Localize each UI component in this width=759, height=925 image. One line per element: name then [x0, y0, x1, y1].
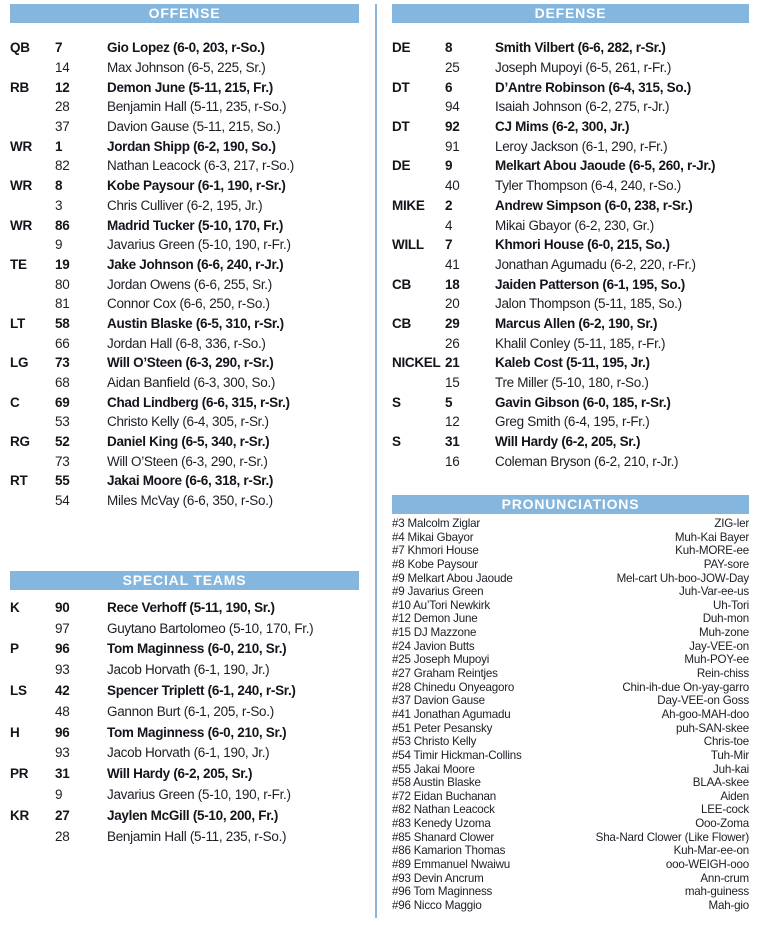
player-name: D’Antre Robinson (6-4, 315, So.)	[495, 79, 691, 95]
jersey-number: 66	[55, 335, 70, 351]
roster-row	[392, 373, 752, 393]
roster-row	[392, 353, 752, 373]
pronunciation-player: #3 Malcolm Ziglar	[392, 517, 481, 530]
jersey-number: 94	[445, 99, 460, 115]
pronunciation-player: #53 Christo Kelly	[392, 735, 477, 749]
roster-row	[392, 235, 752, 255]
jersey-number: 52	[55, 434, 70, 450]
position-label: TE	[10, 256, 27, 272]
player-name: Marcus Allen (6-2, 190, Sr.)	[495, 315, 658, 331]
pronunciation-player: #25 Joseph Mupoyi	[392, 653, 490, 667]
defense-section-header: DEFENSE	[392, 4, 749, 23]
pronunciation-text: Ooo-Zoma	[695, 817, 749, 831]
position-label: RT	[10, 473, 28, 489]
jersey-number: 80	[55, 276, 70, 292]
pronunciation-text: PAY-sore	[703, 557, 749, 571]
position-label: RG	[10, 434, 30, 450]
column-divider-line	[375, 4, 377, 918]
pronunciation-player: #89 Emmanuel Nwaiwu	[392, 858, 510, 872]
jersey-number: 96	[55, 641, 70, 657]
player-name: Chad Lindberg (6-6, 315, r-Sr.)	[107, 394, 290, 410]
pronunciation-row	[392, 803, 749, 817]
pronunciation-text: Uh-Tori	[713, 598, 749, 612]
roster-row	[10, 471, 362, 491]
jersey-number: 40	[445, 178, 460, 194]
roster-row	[10, 58, 362, 78]
player-name: Demon June (5-11, 215, Fr.)	[107, 79, 273, 95]
jersey-number: 69	[55, 394, 70, 410]
roster-row	[392, 274, 752, 294]
pronunciation-player: #58 Austin Blaske	[392, 776, 481, 790]
roster-row	[392, 412, 752, 432]
roster-row	[10, 215, 362, 235]
position-label: P	[10, 641, 19, 657]
jersey-number: 41	[445, 256, 460, 272]
jersey-number: 18	[445, 276, 460, 292]
pronunciation-text: Jay-VEE-on	[689, 639, 749, 653]
roster-row	[10, 38, 362, 58]
pronunciation-text: ooo-WEIGH-ooo	[665, 858, 749, 872]
pronunciation-player: #10 Au’Tori Newkirk	[392, 598, 491, 612]
player-name: Jalon Thompson (5-11, 185, So.)	[495, 296, 682, 312]
pronunciation-row	[392, 735, 749, 749]
jersey-number: 27	[55, 807, 70, 823]
roster-row	[392, 215, 752, 235]
player-name: Leroy Jackson (6-1, 290, r-Fr.)	[495, 138, 668, 154]
jersey-number: 55	[55, 473, 70, 489]
position-label: K	[10, 599, 20, 615]
position-label: WILL	[392, 237, 424, 253]
jersey-number: 73	[55, 355, 70, 371]
jersey-number: 26	[445, 335, 460, 351]
position-label: DT	[392, 119, 410, 135]
position-label: DE	[392, 158, 411, 174]
roster-row	[10, 274, 362, 294]
roster-row	[392, 136, 752, 156]
jersey-number: 4	[445, 217, 453, 233]
roster-row	[392, 117, 752, 137]
roster-row	[392, 294, 752, 314]
jersey-number: 82	[55, 158, 70, 174]
roster-row	[10, 805, 362, 826]
pronunciation-row	[392, 872, 749, 886]
roster-row	[392, 58, 752, 78]
jersey-number: 5	[445, 394, 453, 410]
pronunciation-player: #96 Tom Maginness	[392, 885, 493, 899]
pronunciation-row	[392, 722, 749, 736]
position-label: H	[10, 724, 20, 740]
pronunciation-row	[392, 790, 749, 804]
jersey-number: 14	[55, 60, 70, 76]
player-name: Connor Cox (6-6, 250, r-So.)	[107, 296, 270, 312]
pronunciation-player: #55 Jakai Moore	[392, 762, 475, 776]
position-label: LS	[10, 683, 27, 699]
jersey-number: 42	[55, 683, 70, 699]
player-name: Jacob Horvath (6-1, 190, Jr.)	[107, 745, 270, 761]
jersey-number: 93	[55, 745, 70, 761]
jersey-number: 29	[445, 315, 460, 331]
jersey-number: 53	[55, 414, 70, 430]
player-name: Benjamin Hall (5-11, 235, r-So.)	[107, 99, 287, 115]
pronunciation-row	[392, 858, 749, 872]
player-name: CJ Mims (6-2, 300, Jr.)	[495, 119, 630, 135]
roster-row	[10, 314, 362, 334]
pronunciation-row	[392, 585, 749, 599]
jersey-number: 28	[55, 99, 70, 115]
player-name: Miles McVay (6-6, 350, r-So.)	[107, 493, 273, 509]
pronunciation-row	[392, 844, 749, 858]
pronunciation-player: #12 Demon June	[392, 612, 478, 626]
pronunciation-text: ZIG-ler	[714, 517, 749, 530]
pronunciation-text: mah-guiness	[684, 885, 749, 899]
roster-row	[10, 618, 362, 639]
pronunciation-text: Sha-Nard Clower (Like Flower)	[595, 830, 749, 844]
player-name: Madrid Tucker (5-10, 170, Fr.)	[107, 217, 284, 233]
player-name: Melkart Abou Jaoude (6-5, 260, r-Jr.)	[495, 158, 716, 174]
pronunciation-player: #41 Jonathan Agumadu	[392, 707, 511, 721]
player-name: Kaleb Cost (5-11, 195, Jr.)	[495, 355, 650, 371]
player-name: Jordan Shipp (6-2, 190, So.)	[107, 138, 276, 154]
pronunciation-row	[392, 640, 749, 654]
position-label: C	[10, 394, 20, 410]
player-name: Javarius Green (5-10, 190, r-Fr.)	[107, 787, 291, 803]
jersey-number: 48	[55, 703, 70, 719]
jersey-number: 21	[445, 355, 460, 371]
pronunciation-player: #54 Timir Hickman-Collins	[392, 748, 522, 762]
roster-row	[392, 77, 752, 97]
pronunciation-player: #86 Kamarion Thomas	[392, 844, 506, 858]
position-label: S	[392, 394, 401, 410]
player-name: Khalil Conley (5-11, 185, r-Fr.)	[495, 335, 666, 351]
player-name: Christo Kelly (6-4, 305, r-Sr.)	[107, 414, 269, 430]
pronunciations-section-header: PRONUNCIATIONS	[392, 495, 749, 514]
player-name: Jacob Horvath (6-1, 190, Jr.)	[107, 662, 270, 678]
player-name: Will O’Steen (6-3, 290, r-Sr.)	[107, 453, 268, 469]
roster-row	[10, 784, 362, 805]
roster-row	[392, 392, 752, 412]
position-label: WR	[10, 178, 32, 194]
roster-row	[10, 763, 362, 784]
jersey-number: 81	[55, 296, 70, 312]
roster-row	[10, 333, 362, 353]
roster-row	[392, 432, 752, 452]
pronunciation-text: Kuh-MORE-ee	[675, 544, 749, 558]
position-label: NICKEL	[392, 355, 441, 371]
pronunciation-row	[392, 599, 749, 613]
pronunciation-text: puh-SAN-skee	[676, 721, 749, 735]
pronunciation-player: #24 Javion Butts	[392, 639, 475, 653]
roster-row	[392, 451, 752, 471]
offense-section-header: OFFENSE	[10, 4, 359, 23]
jersey-number: 73	[55, 453, 70, 469]
position-label: LT	[10, 315, 25, 331]
pronunciation-player: #9 Melkart Abou Jaoude	[392, 571, 513, 585]
player-name: Will Hardy (6-2, 205, Sr.)	[107, 766, 253, 782]
jersey-number: 54	[55, 493, 70, 509]
pronunciation-text: Ah-goo-MAH-doo	[661, 707, 749, 721]
pronunciation-text: Juh-Var-ee-us	[679, 585, 749, 599]
player-name: Gio Lopez (6-0, 203, r-So.)	[107, 40, 265, 56]
special-teams-section-header: SPECIAL TEAMS	[10, 571, 359, 590]
pronunciation-text: Aiden	[720, 789, 749, 803]
player-name: Benjamin Hall (5-11, 235, r-So.)	[107, 828, 287, 844]
roster-row	[10, 255, 362, 275]
pronunciation-player: #4 Mikai Gbayor	[392, 530, 474, 544]
jersey-number: 12	[55, 79, 70, 95]
player-name: Jordan Hall (6-8, 336, r-So.)	[107, 335, 266, 351]
jersey-number: 90	[55, 599, 70, 615]
position-label: CB	[392, 276, 411, 292]
jersey-number: 97	[55, 620, 70, 636]
player-name: Austin Blaske (6-5, 310, r-Sr.)	[107, 315, 284, 331]
pronunciation-text: Muh-POY-ee	[684, 653, 749, 667]
player-name: Guytano Bartolomeo (5-10, 170, Fr.)	[107, 620, 314, 636]
jersey-number: 58	[55, 315, 70, 331]
pronunciation-text: BLAA-skee	[692, 776, 749, 790]
player-name: Gannon Burt (6-1, 205, r-So.)	[107, 703, 274, 719]
jersey-number: 16	[445, 453, 460, 469]
jersey-number: 68	[55, 375, 70, 391]
player-name: Joseph Mupoyi (6-5, 261, r-Fr.)	[495, 60, 672, 76]
roster-row	[392, 314, 752, 334]
roster-row	[10, 373, 362, 393]
pronunciation-player: #83 Kenedy Uzoma	[392, 817, 491, 831]
roster-row	[10, 722, 362, 743]
jersey-number: 9	[445, 158, 453, 174]
pronunciation-row	[392, 667, 749, 681]
player-name: Jaiden Patterson (6-1, 195, So.)	[495, 276, 685, 292]
roster-row	[10, 392, 362, 412]
pronunciation-row	[392, 899, 749, 913]
pronunciation-text: Mah-gio	[708, 898, 749, 912]
jersey-number: 8	[55, 178, 63, 194]
pronunciation-row	[392, 558, 749, 572]
pronunciation-player: #72 Eidan Buchanan	[392, 789, 497, 803]
roster-row	[392, 156, 752, 176]
offense-roster	[10, 38, 362, 511]
pronunciation-row	[392, 817, 749, 831]
roster-row	[10, 196, 362, 216]
position-label: DE	[392, 40, 411, 56]
jersey-number: 92	[445, 119, 460, 135]
pronunciation-text: Mel-cart Uh-boo-JOW-Day	[616, 571, 749, 585]
roster-row	[10, 77, 362, 97]
pronunciations-list	[392, 517, 749, 913]
roster-row	[10, 176, 362, 196]
position-label: WR	[10, 138, 32, 154]
player-name: Tre Miller (5-10, 180, r-So.)	[495, 375, 649, 391]
pronunciation-player: #51 Peter Pesansky	[392, 721, 493, 735]
roster-row	[10, 412, 362, 432]
player-name: Daniel King (6-5, 340, r-Sr.)	[107, 434, 270, 450]
position-label: LG	[10, 355, 29, 371]
player-name: Mikai Gbayor (6-2, 230, Gr.)	[495, 217, 654, 233]
player-name: Kobe Paysour (6-1, 190, r-Sr.)	[107, 178, 286, 194]
roster-row	[10, 432, 362, 452]
pronunciation-player: #9 Javarius Green	[392, 585, 484, 599]
pronunciation-row	[392, 749, 749, 763]
pronunciation-row	[392, 694, 749, 708]
roster-row	[10, 659, 362, 680]
pronunciation-text: Juh-kai	[713, 762, 749, 776]
pronunciation-text: Muh-Kai Bayer	[674, 530, 749, 544]
jersey-number: 7	[445, 237, 453, 253]
player-name: Will Hardy (6-2, 205, Sr.)	[495, 434, 641, 450]
roster-row	[392, 97, 752, 117]
player-name: Nathan Leacock (6-3, 217, r-So.)	[107, 158, 295, 174]
roster-row	[392, 38, 752, 58]
pronunciation-player: #85 Shanard Clower	[392, 830, 495, 844]
pronunciation-player: #8 Kobe Paysour	[392, 557, 478, 571]
pronunciation-row	[392, 531, 749, 545]
pronunciation-player: #15 DJ Mazzone	[392, 626, 477, 640]
pronunciation-player: #28 Chinedu Onyeagoro	[392, 680, 515, 694]
roster-row	[10, 235, 362, 255]
roster-row	[10, 353, 362, 373]
player-name: Isaiah Johnson (6-2, 275, r-Jr.)	[495, 99, 670, 115]
roster-row	[10, 491, 362, 511]
roster-row	[10, 743, 362, 764]
roster-row	[10, 826, 362, 847]
player-name: Spencer Triplett (6-1, 240, r-Sr.)	[107, 683, 296, 699]
roster-row	[10, 451, 362, 471]
pronunciation-row	[392, 831, 749, 845]
pronunciation-row	[392, 517, 749, 531]
player-name: Will O’Steen (6-3, 290, r-Sr.)	[107, 355, 274, 371]
pronunciation-player: #27 Graham Reintjes	[392, 667, 498, 681]
pronunciation-text: Chin-ih-due On-yay-garro	[622, 680, 749, 694]
player-name: Smith Vilbert (6-6, 282, r-Sr.)	[495, 40, 666, 56]
roster-row	[10, 136, 362, 156]
player-name: Khmori House (6-0, 215, So.)	[495, 237, 670, 253]
position-label: CB	[392, 315, 411, 331]
jersey-number: 12	[445, 414, 460, 430]
roster-row	[392, 176, 752, 196]
pronunciation-row	[392, 763, 749, 777]
pronunciation-text: Duh-mon	[702, 612, 749, 626]
roster-row	[10, 701, 362, 722]
player-name: Jakai Moore (6-6, 318, r-Sr.)	[107, 473, 274, 489]
jersey-number: 28	[55, 828, 70, 844]
pronunciation-player: #7 Khmori House	[392, 544, 479, 558]
player-name: Aidan Banfield (6-3, 300, So.)	[107, 375, 276, 391]
roster-row	[10, 117, 362, 137]
jersey-number: 1	[55, 138, 63, 154]
player-name: Jordan Owens (6-6, 255, Sr.)	[107, 276, 272, 292]
jersey-number: 8	[445, 40, 453, 56]
pronunciation-row	[392, 885, 749, 899]
roster-row	[10, 639, 362, 660]
pronunciation-text: Chris-toe	[703, 735, 749, 749]
jersey-number: 86	[55, 217, 70, 233]
pronunciation-row	[392, 612, 749, 626]
player-name: Chris Culliver (6-2, 195, Jr.)	[107, 197, 263, 213]
position-label: S	[392, 434, 401, 450]
player-name: Gavin Gibson (6-0, 185, r-Sr.)	[495, 394, 671, 410]
pronunciation-row	[392, 544, 749, 558]
player-name: Greg Smith (6-4, 195, r-Fr.)	[495, 414, 650, 430]
position-label: KR	[10, 807, 29, 823]
roster-row	[10, 97, 362, 117]
player-name: Max Johnson (6-5, 225, Sr.)	[107, 60, 266, 76]
pronunciation-text: LEE-cock	[700, 803, 749, 817]
player-name: Coleman Bryson (6-2, 210, r-Jr.)	[495, 453, 679, 469]
jersey-number: 20	[445, 296, 460, 312]
roster-row	[392, 333, 752, 353]
player-name: Tom Maginness (6-0, 210, Sr.)	[107, 724, 287, 740]
pronunciation-player: #82 Nathan Leacock	[392, 803, 495, 817]
defense-roster	[392, 38, 752, 471]
jersey-number: 25	[445, 60, 460, 76]
pronunciation-player: #96 Nicco Maggio	[392, 898, 482, 912]
pronunciation-text: Muh-zone	[699, 626, 749, 640]
pronunciation-row	[392, 626, 749, 640]
player-name: Davion Gause (5-11, 215, So.)	[107, 119, 281, 135]
pronunciation-row	[392, 572, 749, 586]
jersey-number: 93	[55, 662, 70, 678]
pronunciation-row	[392, 653, 749, 667]
pronunciation-player: #37 Davion Gause	[392, 694, 485, 708]
position-label: PR	[10, 766, 29, 782]
player-name: Jake Johnson (6-6, 240, r-Jr.)	[107, 256, 284, 272]
player-name: Tom Maginness (6-0, 210, Sr.)	[107, 641, 287, 657]
pronunciation-row	[392, 708, 749, 722]
roster-row	[10, 680, 362, 701]
jersey-number: 6	[445, 79, 453, 95]
jersey-number: 15	[445, 375, 460, 391]
special-teams-roster	[10, 597, 362, 847]
roster-row	[392, 255, 752, 275]
jersey-number: 7	[55, 40, 63, 56]
jersey-number: 9	[55, 237, 63, 253]
pronunciation-text: Tuh-Mir	[710, 748, 749, 762]
jersey-number: 9	[55, 787, 63, 803]
pronunciation-row	[392, 681, 749, 695]
jersey-number: 91	[445, 138, 460, 154]
pronunciation-player: #93 Devin Ancrum	[392, 871, 484, 885]
position-label: RB	[10, 79, 29, 95]
jersey-number: 96	[55, 724, 70, 740]
player-name: Tyler Thompson (6-4, 240, r-So.)	[495, 178, 681, 194]
player-name: Javarius Green (5-10, 190, r-Fr.)	[107, 237, 291, 253]
position-label: QB	[10, 40, 30, 56]
jersey-number: 31	[55, 766, 70, 782]
player-name: Jaylen McGill (5-10, 200, Fr.)	[107, 807, 279, 823]
pronunciation-row	[392, 776, 749, 790]
player-name: Andrew Simpson (6-0, 238, r-Sr.)	[495, 197, 693, 213]
pronunciation-text: Rein-chiss	[696, 667, 749, 681]
jersey-number: 19	[55, 256, 70, 272]
position-label: DT	[392, 79, 410, 95]
jersey-number: 3	[55, 197, 63, 213]
roster-row	[10, 156, 362, 176]
pronunciation-text: Kuh-Mar-ee-on	[673, 844, 749, 858]
roster-row	[392, 196, 752, 216]
position-label: WR	[10, 217, 32, 233]
pronunciation-text: Ann-crum	[700, 871, 749, 885]
jersey-number: 31	[445, 434, 460, 450]
jersey-number: 37	[55, 119, 70, 135]
position-label: MIKE	[392, 197, 425, 213]
player-name: Jonathan Agumadu (6-2, 220, r-Fr.)	[495, 256, 696, 272]
roster-row	[10, 294, 362, 314]
pronunciation-text: Day-VEE-on Goss	[657, 694, 749, 708]
jersey-number: 2	[445, 197, 453, 213]
player-name: Rece Verhoff (5-11, 190, Sr.)	[107, 599, 275, 615]
roster-row	[10, 597, 362, 618]
